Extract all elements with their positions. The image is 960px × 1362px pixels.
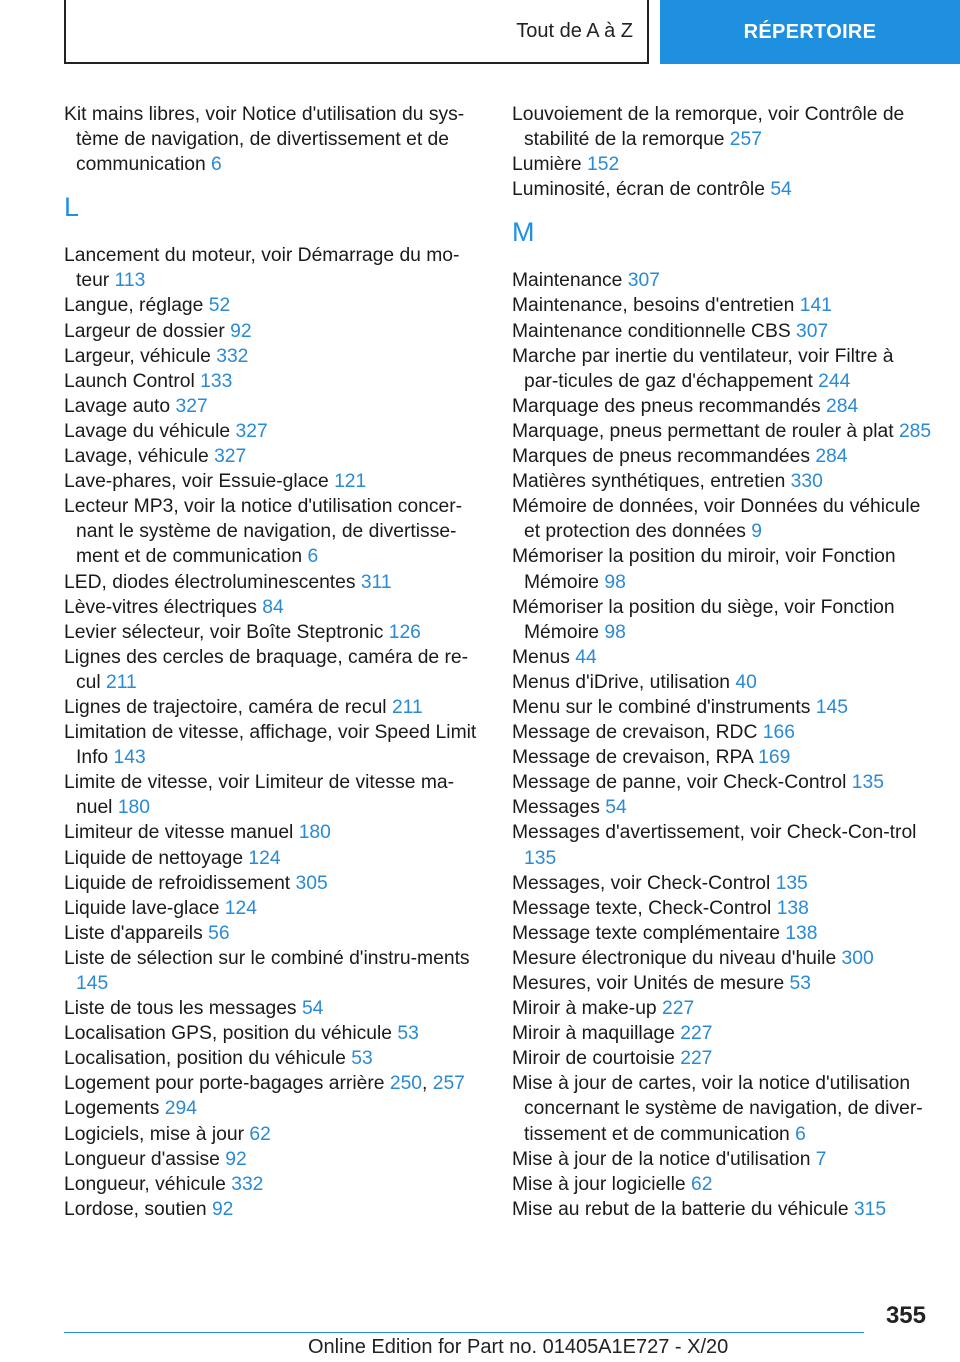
page-reference-link[interactable]: 327 [175,395,208,417]
page-reference-link[interactable]: 113 [114,270,146,292]
page-reference-link[interactable]: 62 [690,1173,713,1195]
page-reference-link[interactable]: 44 [575,646,597,668]
page-reference-link[interactable]: 62 [249,1123,271,1145]
index-entry-text: Liste de tous les messages [64,998,302,1020]
index-entry-text: Logement pour porte-bagages arrière [64,1073,390,1095]
index-entry-text: Mise au rebut de la batterie du véhicule [512,1198,854,1220]
index-entry-text: Maintenance, besoins d'entretien [512,295,800,317]
page-reference-link[interactable]: 138 [776,897,809,919]
index-entry-text: Lavage du véhicule [64,420,236,442]
page-reference-link[interactable]: 121 [334,471,367,493]
page-reference-link[interactable]: 315 [853,1198,887,1220]
page-reference-link[interactable]: 257 [729,129,762,151]
page-reference-link[interactable]: 53 [397,1023,419,1045]
index-entry [512,177,932,202]
index-entry-text: Lavage auto [64,395,176,417]
index-entry-text: Mesure électronique du niveau d'huile [512,947,842,969]
index-entry [64,1172,484,1197]
index-entry [512,770,932,795]
index-entry-text: Lavage, véhicule [64,446,215,468]
index-entry [512,1071,932,1146]
index-entry [512,971,932,996]
tab-repertoire[interactable] [660,0,960,64]
index-entry-text: Menus d'iDrive, utilisation [512,671,736,693]
index-entry-text: Logements [64,1098,165,1120]
tab-tout-de-a-a-z[interactable] [64,0,649,64]
index-entry [512,494,932,544]
index-entry-text: Mesures, voir Unités de mesure [512,973,790,994]
page-reference-link[interactable]: 54 [301,998,324,1020]
page-reference-link[interactable]: 211 [106,671,137,693]
index-entry [512,1046,932,1071]
index-entry-text: Mise à jour de la notice d'utilisation [512,1148,816,1170]
index-entry-text: Lumière [512,154,588,176]
index-entry [64,369,484,394]
index-entry [512,820,932,870]
footer-divider [64,1332,864,1333]
index-entry-text: Longueur, véhicule [64,1173,232,1195]
index-entry-text: Lignes de trajectoire, caméra de recul [64,696,392,718]
index-entry-text: Message de crevaison, RDC [512,722,763,744]
index-entry-text: Levier sélecteur, voir Boîte Steptronic [64,621,389,643]
page-reference-link[interactable]: 284 [815,446,848,468]
index-entry-text: Message de panne, voir Check-Control [512,772,852,794]
index-entry [64,319,484,344]
page-reference-link[interactable]: 257 [432,1073,465,1095]
index-entry-text: Longueur d'assise [64,1148,226,1170]
index-entry-text: Localisation GPS, position du véhicule [64,1023,398,1045]
page-reference-link[interactable]: 6 [795,1123,806,1145]
index-entry [64,695,484,720]
index-entry-text: Miroir de courtoisie [512,1048,681,1070]
index-entry-text: Mémoriser la position du siège, voir Fonction Mémoire [512,596,895,643]
page-reference-link[interactable]: 250 [389,1073,423,1095]
page-reference-link[interactable]: 40 [735,671,757,693]
page-reference-link[interactable]: 311 [360,571,392,593]
index-entry-text: Luminosité, écran de contrôle [512,179,771,201]
index-entry [512,444,932,469]
index-entry [512,544,932,594]
index-entry [64,946,484,996]
index-entry [512,469,932,494]
page-reference-link[interactable]: 180 [117,797,150,819]
index-entry [512,394,932,419]
index-entry-text: Mémoriser la position du miroir, voir Fonction Mémoire [512,546,896,593]
index-entry [64,444,484,469]
page-reference-link[interactable]: 227 [680,1048,713,1070]
page-reference-link[interactable]: 285 [898,420,932,442]
index-entry-text: Mise à jour logicielle [512,1173,691,1195]
page-reference-link[interactable]: 227 [662,998,695,1020]
index-entry [512,1172,932,1197]
index-entry-text: Messages, voir Check-Control [512,872,776,894]
index-column-left [64,102,484,1222]
page-reference-link[interactable]: 307 [796,320,829,342]
index-entry-text: Lancement du moteur, voir Démarrage du mo-teur [64,245,460,292]
page-reference-link[interactable]: 7 [815,1148,827,1170]
index-entry-text: Louvoiement de la remorque, voir Contrôle de stabilité de la remorque [512,104,905,151]
index-entry [512,1197,932,1222]
page-reference-link[interactable]: 180 [298,822,331,844]
page-reference-link[interactable]: 152 [587,154,620,176]
index-entry-text: Liste d'appareils [64,922,209,944]
page-reference-link[interactable]: 54 [605,797,627,819]
section-letter: L [64,192,80,223]
page-reference-link[interactable]: 145 [76,973,109,994]
index-entry [512,921,932,946]
page-reference-link[interactable]: 307 [627,270,660,292]
index-entry [512,720,932,745]
index-entry [512,293,932,318]
index-entry-text: Marquage, pneus permettant de rouler à plat [512,420,899,442]
index-entry-text: Langue, réglage [64,295,209,317]
page-reference-link[interactable]: 52 [208,295,231,317]
page-reference-link[interactable]: 54 [770,179,792,201]
page-reference-link[interactable]: 227 [680,1023,713,1045]
index-entry [64,1122,484,1147]
page-number: 355 [885,1302,926,1329]
page-reference-link[interactable]: 98 [604,621,626,643]
index-entry: Logement pour porte-bagages arrière 250, 257 [64,1073,465,1095]
index-entry-text: Lordose, soutien [64,1198,212,1220]
index-entry [64,846,484,871]
index-entry [64,102,484,177]
page-reference-link[interactable]: 92 [211,1198,234,1220]
index-entry-text: Mise à jour de cartes, voir la notice d'utilisation concernant le système de navigation, de diver-tissement et de communication [512,1073,923,1145]
index-entry-text: Message texte complémentaire [512,922,786,944]
index-entry-text: Liquide lave-glace [64,897,225,919]
section-letter: M [512,217,535,248]
page-reference-link[interactable]: 56 [208,922,230,944]
index-column-right [512,102,932,1222]
index-entry [64,1197,484,1222]
index-entry-text: Miroir à make-up [512,998,663,1020]
page-reference-link[interactable]: 284 [826,395,859,417]
index-entry-text: Marche par inertie du ventilateur, voir Filtre à par-ticules de gaz d'échappement [512,345,894,392]
index-entry-text: Menu sur le combiné d'instruments [512,696,816,718]
page-reference-link[interactable]: 135 [851,772,884,794]
page-reference-link[interactable]: 84 [262,596,284,618]
index-entry-text: Menus [512,646,576,668]
index-entry-text: Message de crevaison, RPA [512,747,759,769]
page-reference-link[interactable]: 166 [762,722,795,744]
index-entry [64,469,484,494]
index-entry [512,946,932,971]
page-reference-link[interactable]: 327 [214,446,247,468]
index-entry [64,620,484,645]
index-entry-text: Logiciels, mise à jour [64,1123,250,1145]
page-reference-link[interactable]: 124 [224,897,257,919]
index-entry [64,419,484,444]
index-entry [64,896,484,921]
index-entry [64,344,484,369]
page-reference-link[interactable]: 98 [604,571,626,593]
index-entry-text: Liquide de refroidissement [64,872,296,894]
index-entry-text: Limiteur de vitesse manuel [64,822,299,844]
page-reference-link[interactable]: 133 [200,370,233,392]
index-entry [64,720,484,770]
index-entry-text: Liquide de nettoyage [64,847,249,869]
index-entry [512,695,932,720]
index-entry-text: Limitation de vitesse, affichage, voir Speed Limit Info [64,722,477,769]
index-entry [512,152,932,177]
index-entry [512,419,932,444]
index-entry-text: Mémoire de données, voir Données du véhicule et protection des données [512,496,921,543]
page-reference-link[interactable]: 305 [295,872,328,894]
index-entry [64,494,484,569]
index-entry-text: Marquage des pneus recommandés [512,395,827,417]
index-entry-text: Localisation, position du véhicule [64,1048,352,1070]
index-entry-text: Kit mains libres, voir Notice d'utilisation du sys-tème de navigation, de divertissement et de communication [64,104,465,176]
index-entry [512,745,932,770]
index-entry-text: Lignes des cercles de braquage, caméra de re-cul [64,646,469,693]
page-reference-link[interactable]: 53 [351,1048,373,1070]
index-entry [512,1021,932,1046]
footer-edition [308,1336,728,1359]
index-entry-text: Lave-phares, voir Essuie-glace [64,471,335,493]
page-reference-link[interactable]: 9 [751,521,762,543]
index-entry [64,1096,484,1121]
index-entry [512,645,932,670]
index-entry [512,102,932,152]
page-reference-link[interactable]: 126 [388,621,421,643]
index-entry [512,670,932,695]
index-entry [512,344,932,394]
page-reference-link[interactable]: 92 [225,1148,247,1170]
index-entry [64,243,484,293]
index-entry-text: Miroir à maquillage [512,1023,681,1045]
index-entry-text: Largeur, véhicule [64,345,217,367]
page-reference-link[interactable]: 332 [216,345,249,367]
index-entry-text: Lecteur MP3, voir la notice d'utilisation concer-nant le système de navigation, de divertisse-ment et de communication [64,496,463,568]
page-reference-link[interactable]: 141 [799,295,832,317]
index-entry [64,1021,484,1046]
index-entry [64,996,484,1021]
index-entry [64,1046,484,1071]
index-entry-text: Messages d'avertissement, voir Check-Con-trol [512,822,917,844]
index-entry [512,871,932,896]
index-entry-text: Message texte, Check-Control [512,897,777,919]
index-entry [512,268,932,293]
index-entry-text: Messages [512,797,606,819]
page-reference-link[interactable]: 327 [235,420,268,442]
page-reference-link[interactable]: 92 [230,320,252,342]
index-entry [64,921,484,946]
index-entry [64,820,484,845]
index-entry [64,645,484,695]
page-reference-link[interactable]: 330 [790,471,823,493]
index-entry-text: Launch Control [64,370,201,392]
page-reference-link[interactable]: 143 [113,747,146,769]
page-reference-link[interactable]: 135 [775,872,808,894]
index-entry-text: Maintenance [512,270,628,292]
index-entry [64,570,484,595]
page-reference-link[interactable]: 138 [785,922,818,944]
index-entry [512,595,932,645]
page-reference-link[interactable]: 6 [211,154,222,176]
index-entry-text: Lève-vitres électriques [64,596,263,618]
index-entry-text: Limite de vitesse, voir Limiteur de vitesse ma-nuel [64,772,455,819]
tab-az-label: Tout de A à Z [516,19,633,42]
index-entry-text: Maintenance conditionnelle CBS [512,320,797,342]
page-reference-link[interactable]: 169 [758,747,791,769]
index-entry [64,1147,484,1172]
page-reference-link[interactable]: 135 [524,847,557,869]
index-entry [64,770,484,820]
index-entry-text: Matières synthétiques, entretien [512,471,791,493]
tab-repertoire-label: RÉPERTOIRE [743,20,877,43]
index-entry [64,293,484,318]
index-entry-text: LED, diodes électroluminescentes [64,571,361,593]
page-reference-link[interactable]: 300 [841,947,874,969]
index-entry [64,595,484,620]
index-entry [512,996,932,1021]
page-reference-link[interactable]: 53 [789,973,811,994]
page-reference-link[interactable]: 332 [231,1173,264,1195]
index-entry [512,795,932,820]
page-reference-link[interactable]: 6 [307,546,319,568]
index-entry-text: Largeur de dossier [64,320,231,342]
index-entry [512,319,932,344]
footer-edition-text: Online Edition for Part no. 01405A1E727 - X/20 [308,1336,729,1358]
page-reference-link[interactable]: 124 [248,847,281,869]
page-reference-link[interactable]: 211 [391,696,423,718]
index-entry [64,394,484,419]
index-entry [64,871,484,896]
page-reference-link[interactable]: 244 [818,370,851,392]
index-entry-text: Marques de pneus recommandées [512,446,816,468]
page-reference-link[interactable]: 145 [815,696,848,718]
index-entry-text: Liste de sélection sur le combiné d'instru-ments [64,947,470,969]
index-entry [512,896,932,921]
index-entry [512,1147,932,1172]
page-reference-link[interactable]: 294 [164,1098,197,1120]
